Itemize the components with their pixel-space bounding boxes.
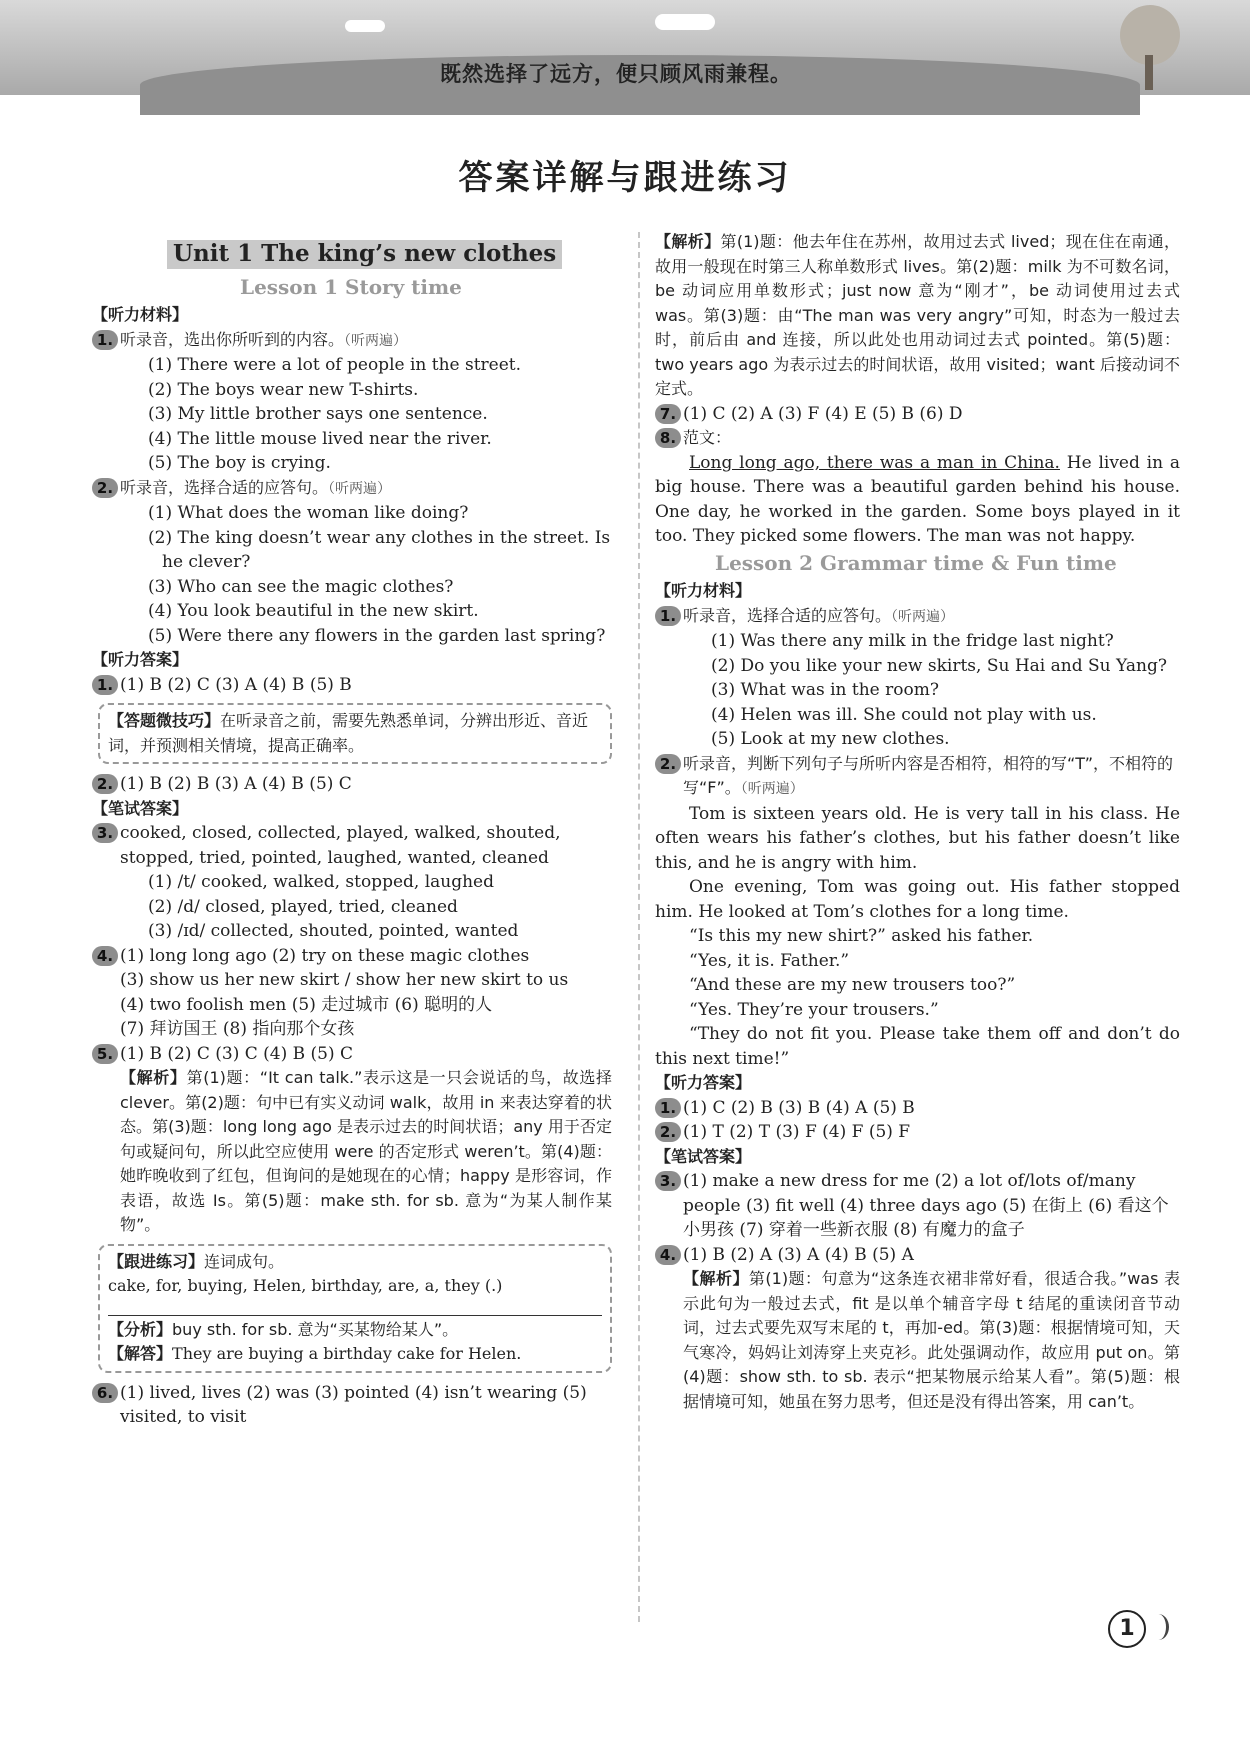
answer-1: 1. (1) C (2) B (3) B (4) A (5) B — [655, 1096, 1180, 1121]
story-paragraph: “They do not fit you. Please take them off and don’t do this next time!” — [655, 1024, 1180, 1069]
question-number-badge: 2. — [655, 1122, 681, 1142]
answer-3: 3. (1) make a new dress for me (2) a lot of/lots of/many people (3) fit well (4) three days ago (5) 在街上 (6) 看这个小男孩 (7) 穿着一些新衣服 (8) 有魔力的盒子 — [655, 1169, 1180, 1243]
question-number-badge: 2. — [92, 774, 118, 794]
section-listening-material: 【听力材料】 — [655, 581, 752, 600]
page-number: 1 — [1108, 1610, 1146, 1648]
page-title: 答案详解与跟进练习 — [458, 158, 792, 198]
question-number-badge: 1. — [655, 1098, 681, 1118]
story-paragraph: “Is this my new shirt?” asked his father. — [689, 926, 1034, 946]
answer-6: 6. (1) lived, lives (2) was (3) pointed (4) isn’t wearing (5) visited, to visit — [92, 1381, 612, 1430]
story-paragraph: “And these are my new trousers too?” — [689, 975, 1016, 995]
answer-7: 7. (1) C (2) A (3) F (4) E (5) B (6) D — [655, 402, 1180, 427]
question-number-badge: 8. — [655, 428, 681, 448]
answer-8: 8. 范文： Long long ago, there was a man in China. He lived in a big house. There was a beautiful garden behind his house. One day, he worked in the garden. Some boys played in it too. They picked some flowers. The man was not happy. — [655, 426, 1180, 549]
lesson-heading: Lesson 2 Grammar time & Fun time — [715, 550, 1117, 575]
unit-heading: Unit 1 The king’s new clothes — [167, 240, 562, 269]
answer-5: 5. (1) B (2) C (3) C (4) B (5) C 【解析】第(1)题：“It can talk.”表示这是一只会说话的鸟，故选择 clever。第(2)题：句中已有实义动词 walk，故用 in 来表达穿着的状态。第(3)题：long long ago 是表示过去的时间状语；any 用于否定句或疑问句，所以此空应使用 were 的否定形式 weren’t。第(4)题：她昨晚收到了红包，但询问的是她现在的心情；happy 是形容词，作表语，故选 Is。第(5)题：make sth. for sb. 意为“为某人制作某物”。 — [92, 1042, 612, 1238]
question-number-badge: 4. — [655, 1245, 681, 1265]
story-paragraph: Tom is sixteen years old. He is very tall in his class. He often wears his father’s clothes, but his father doesn’t like this, and he is angry with him. — [655, 803, 1180, 873]
answer-1: 1. (1) B (2) C (3) A (4) B (5) B — [92, 673, 612, 698]
lesson-heading: Lesson 1 Story time — [240, 274, 462, 299]
answer-2: 2. (1) B (2) B (3) A (4) B (5) C — [92, 772, 612, 797]
question-1: 1. 听录音，选择合适的应答句。（听两遍） (1) Was there any milk in the fridge last night? (2) Do you like your new skirts, Su Hai and Su Yang? (3) What was in the room? (4) Helen was ill. She could not play with us. (5) Look at my new clothes. — [655, 604, 1180, 752]
left-column — [92, 230, 612, 1430]
question-number-badge: 6. — [92, 1383, 118, 1403]
cloud-icon — [345, 20, 385, 32]
answer-3: 3. cooked, closed, collected, played, walked, shouted, stopped, tried, pointed, laughed, wanted, cleaned (1) /t/ cooked, walked, stopped, laughed (2) /d/ closed, played, tried, cleaned (3) /ɪd/ collected, shouted, pointed, wanted — [92, 821, 612, 944]
story-paragraph: One evening, Tom was going out. His father stopped him. He looked at Tom’s clothes for a long time. — [655, 877, 1180, 922]
question-number-badge: 1. — [92, 330, 118, 350]
question-2: 2. 听录音，判断下列句子与所听内容是否相符，相符的写“T”，不相符的写“F”。（听两遍） — [655, 752, 1180, 802]
page-number-decoration-icon — [1148, 1614, 1169, 1640]
answer-4: 4. (1) long long ago (2) try on these magic clothes (3) show us her new skirt / show her new skirt to us (4) two foolish men (5) 走过城市 (6) 聪明的人 (7) 拜访国王 (8) 指向那个女孩 — [92, 944, 612, 1042]
section-written-answers: 【笔试答案】 — [92, 798, 189, 818]
cloud-icon — [655, 14, 715, 30]
section-listening-material: 【听力材料】 — [92, 305, 189, 324]
question-number-badge: 4. — [92, 946, 118, 966]
sample-essay: Long long ago, there was a man in China. He lived in a big house. There was a beautiful garden behind his house. One day, he worked in the garden. Some boys played in it too. They picked some flowers. The man was not happy. — [655, 452, 1180, 546]
explanation: 【解析】第(1)题：句意为“这条连衣裙非常好看，很适合我。”was 表示此句为一般过去式，fit 是以单个辅音字母 t 结尾的重读闭音节动词，过去式要先双写末尾的 t，再加-ed。第(3)题：根据情境可知，天气寒冷，妈妈让刘涛穿上夹克衫。此处强调动作，故应用 put on。第(4)题：show sth. to sb. 表示“把某物展示给某人看”。第(5)题：根据情境可知，她虽在努力思考，但还是没有得出答案，用 can’t。 — [683, 1269, 1180, 1411]
question-number-badge: 2. — [655, 754, 681, 774]
column-divider — [638, 232, 640, 1622]
section-listening-answers: 【听力答案】 — [655, 1073, 752, 1092]
answer-4: 4. (1) B (2) A (3) A (4) B (5) A 【解析】第(1)题：句意为“这条连衣裙非常好看，很适合我。”was 表示此句为一般过去式，fit 是以单个辅音字母 t 结尾的重读闭音节动词，过去式要先双写末尾的 t，再加-ed。第(3)题：根据情境可知，天气寒冷，妈妈让刘涛穿上夹克衫。此处强调动作，故应用 put on。第(4)题：show sth. to sb. 表示“把某物展示给某人看”。第(5)题：根据情境可知，她虽在努力思考，但还是没有得出答案，用 can’t。 — [655, 1243, 1180, 1415]
section-written-answers: 【笔试答案】 — [655, 1146, 752, 1166]
question-number-badge: 3. — [655, 1171, 681, 1191]
answer-2: 2. (1) T (2) T (3) F (4) F (5) F — [655, 1120, 1180, 1145]
tip-box: 【答题微技巧】在听录音之前，需要先熟悉单词，分辨出形近、音近词，并预测相关情境，提高正确率。 — [98, 703, 612, 764]
question-number-badge: 1. — [92, 675, 118, 695]
answer-line — [108, 1299, 602, 1316]
question-number-badge: 1. — [655, 606, 681, 626]
header-banner — [0, 0, 1250, 95]
question-2: 2. 听录音，选择合适的应答句。（听两遍） (1) What does the woman like doing? (2) The king doesn’t wear any clothes in the street. Is he clever? (3) Who can see the magic clothes? (4) You look beautiful in the new skirt. (5) Were there any flowers in the garden last spring? — [92, 476, 612, 649]
question-1: 1. 听录音，选出你所听到的内容。（听两遍） (1) There were a lot of people in the street. (2) The boys wear new T-shirts. (3) My little brother says one sentence. (4) The little mouse lived near the river. (5) The boy is crying. — [92, 328, 612, 476]
story-paragraph: “Yes, it is. Father.” — [689, 950, 850, 971]
question-number-badge: 3. — [92, 823, 118, 843]
explanation: 【解析】第(1)题：“It can talk.”表示这是一只会说话的鸟，故选择 clever。第(2)题：句中已有实义动词 walk，故用 in 来表达穿着的状态。第(3)题：long long ago 是表示过去的时间状语；any 用于否定句或疑问句，所以此空应使用 were 的否定形式 weren’t。第(4)题：她昨晚收到了红包，但询问的是她现在的心情；happy 是形容词，作表语，故选 Is。第(5)题：make sth. for sb. 意为“为某人制作某物”。 — [120, 1068, 612, 1234]
explanation: 【解析】第(1)题：他去年住在苏州，故用过去式 lived；现在住在南通，故用一般现在时第三人称单数形式 lives。第(2)题：milk 为不可数名词，be 动词应用单数形式；just now 意为“刚才”，be 动词使用过去式 was。第(3)题：由“The man was very angry”可知，时态为一般过去时，前后由 and 连接，所以此处也用动词过去式 pointed。第(5)题：two years ago 为表示过去的时间状语，故用 visited；want 后接动词不定式。 — [655, 232, 1180, 398]
story-paragraph: “Yes. They’re your trousers.” — [689, 999, 939, 1020]
tree-trunk-icon — [1145, 55, 1153, 90]
right-column — [655, 230, 1180, 1414]
follow-up-box: 【跟进练习】连词成句。 cake, for, buying, Helen, birthday, are, a, they (.) 【分析】buy sth. for sb. 意为“买某物给某人”。 【解答】They are buying a birthday cake for Helen. — [98, 1244, 612, 1373]
question-number-badge: 7. — [655, 404, 681, 424]
question-number-badge: 5. — [92, 1044, 118, 1064]
section-listening-answers: 【听力答案】 — [92, 650, 189, 669]
question-number-badge: 2. — [92, 478, 118, 498]
header-motto: 既然选择了远方，便只顾风雨兼程。 — [440, 62, 792, 86]
